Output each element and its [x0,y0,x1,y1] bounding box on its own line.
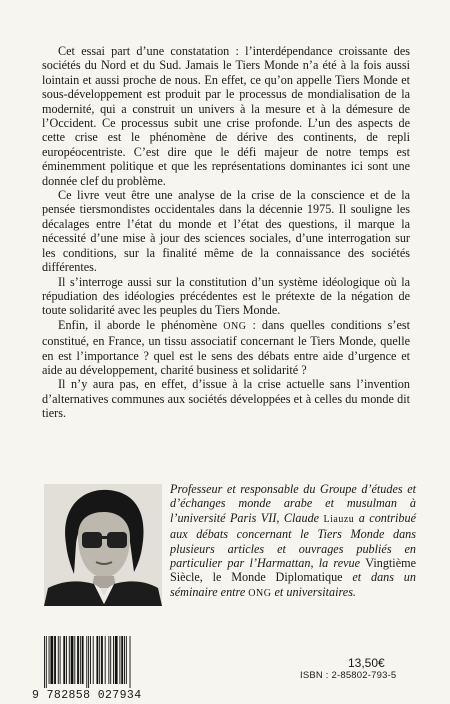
barcode-bar [99,636,100,684]
barcode-bar [66,636,67,684]
barcode-bar [90,636,91,684]
blurb-paragraph-1: Cet essai part d’une constatation : l’interdépendance croissante des sociétés du Nord et du Sud. Jamais le Tiers Monde n’a été à la fois aussi lointain et aussi proche de nous. En effet, ce qu’on appelle Tiers Monde et sous-développement est produit par le processus de mondialisation de la modernité, qui a construit un univers à la mesure et à la démesure de l’Occident. Ce processus subit une crise profonde. L’un des aspects de cette crise est le phénomène de dérive des continents, de repli européocentriste. C’est dire que le défi majeur de notre temps est éminemment politique et que les représentations dominantes ici sont une donnée clef du problème. [42,44,410,188]
barcode-bar [50,636,53,684]
barcode-bar [108,636,109,684]
ean-barcode [42,636,166,688]
blurb-text [42,44,410,421]
barcode-bar [58,636,59,684]
bio-ong: ONG [248,587,272,599]
barcode-bar [71,636,74,684]
bio-part-2: a contribué aux débats concernant le Tiers Monde dans plusieurs articles et ouvrages publiés en particulier par l’Harmattan, la revue [170,510,416,571]
barcode-bar [115,636,118,684]
author-photo [44,484,162,606]
barcode-bar [44,636,45,688]
barcode-bar [49,636,50,684]
barcode-bar [60,636,61,684]
barcode-bar [63,636,65,684]
barcode-bar [86,636,87,688]
barcode-bar [77,636,79,684]
barcode-bar [119,636,120,684]
blurb-p4-ong: ONG [223,320,247,332]
barcode-bar [54,636,56,684]
barcode-bar [93,636,94,684]
author-bio-paragraph [170,482,416,601]
barcode-bar [124,636,125,684]
barcode-bar [88,636,89,688]
author-surname: Liauzu [323,513,355,525]
author-bio-text [170,482,416,601]
blurb-paragraph-3: Il s’interroge aussi sur la constitution d’un système idéologique où la répudiation des idéologies précédentes est le prétexte de la négation de toute solidarité avec les peuples du Tiers Monde. [42,274,410,318]
barcode-bar [82,636,84,684]
bio-part-1: Professeur et responsable du Groupe d’études et d’échanges monde arabe et musulman à l’université Paris VII, Claude [170,482,416,525]
isbn-label: ISBN : 2-85802-793-5 [300,670,397,681]
blurb-paragraph-5: Il n’y aura pas, en effet, d’issue à la crise actuelle sans l’invention d’alternatives communes aux sociétés développées et à celles du monde dit tiers. [42,377,410,421]
barcode-bar [69,636,70,684]
blurb-paragraph-4 [42,318,410,378]
price-label: 13,50€ [348,656,385,670]
bio-part-4: et universitaires. [271,584,356,599]
barcode-bar [46,636,47,688]
barcode-bar [96,636,98,684]
blurb-p4-end: : dans quelles conditions s’est constitué, en France, un tissu associatif concernant le Tiers Monde, quelle en est l’importance ? quel est le sens des débats entre aide d’urgence et aide au développement, charité business et solidarité ? [42,317,410,377]
author-portrait-image [44,484,162,606]
barcode-bar [121,636,123,684]
barcode-bar [101,636,103,684]
barcode-bar [80,636,81,684]
barcode-bar [74,636,75,684]
bio-journal-names: Vingtième Siècle, le Monde Diplomatique [170,556,416,585]
blurb-paragraph-2: Ce livre veut être une analyse de la crise de la conscience et de la pensée tiersmondistes occidentales dans la décennie 1975. Il souligne les décalages entre l’état du monde et l’état des questions, il marque la nécessité d’une mise à jour des sciences sociales, d’une interrogation sur les conditions, sur la finalité même de la connaissance des sociétés différentes. [42,188,410,275]
barcode-bar [126,636,127,684]
blurb-p4-start: Enfin, il aborde le phénomène [58,317,224,332]
barcode-bar [113,636,114,684]
bio-part-3: et dans un séminaire entre [170,570,416,599]
barcode-bar [110,636,111,684]
barcode-bar [105,636,106,684]
barcode-bar [130,636,131,688]
barcode-digits: 9 782858 027934 [32,689,142,702]
